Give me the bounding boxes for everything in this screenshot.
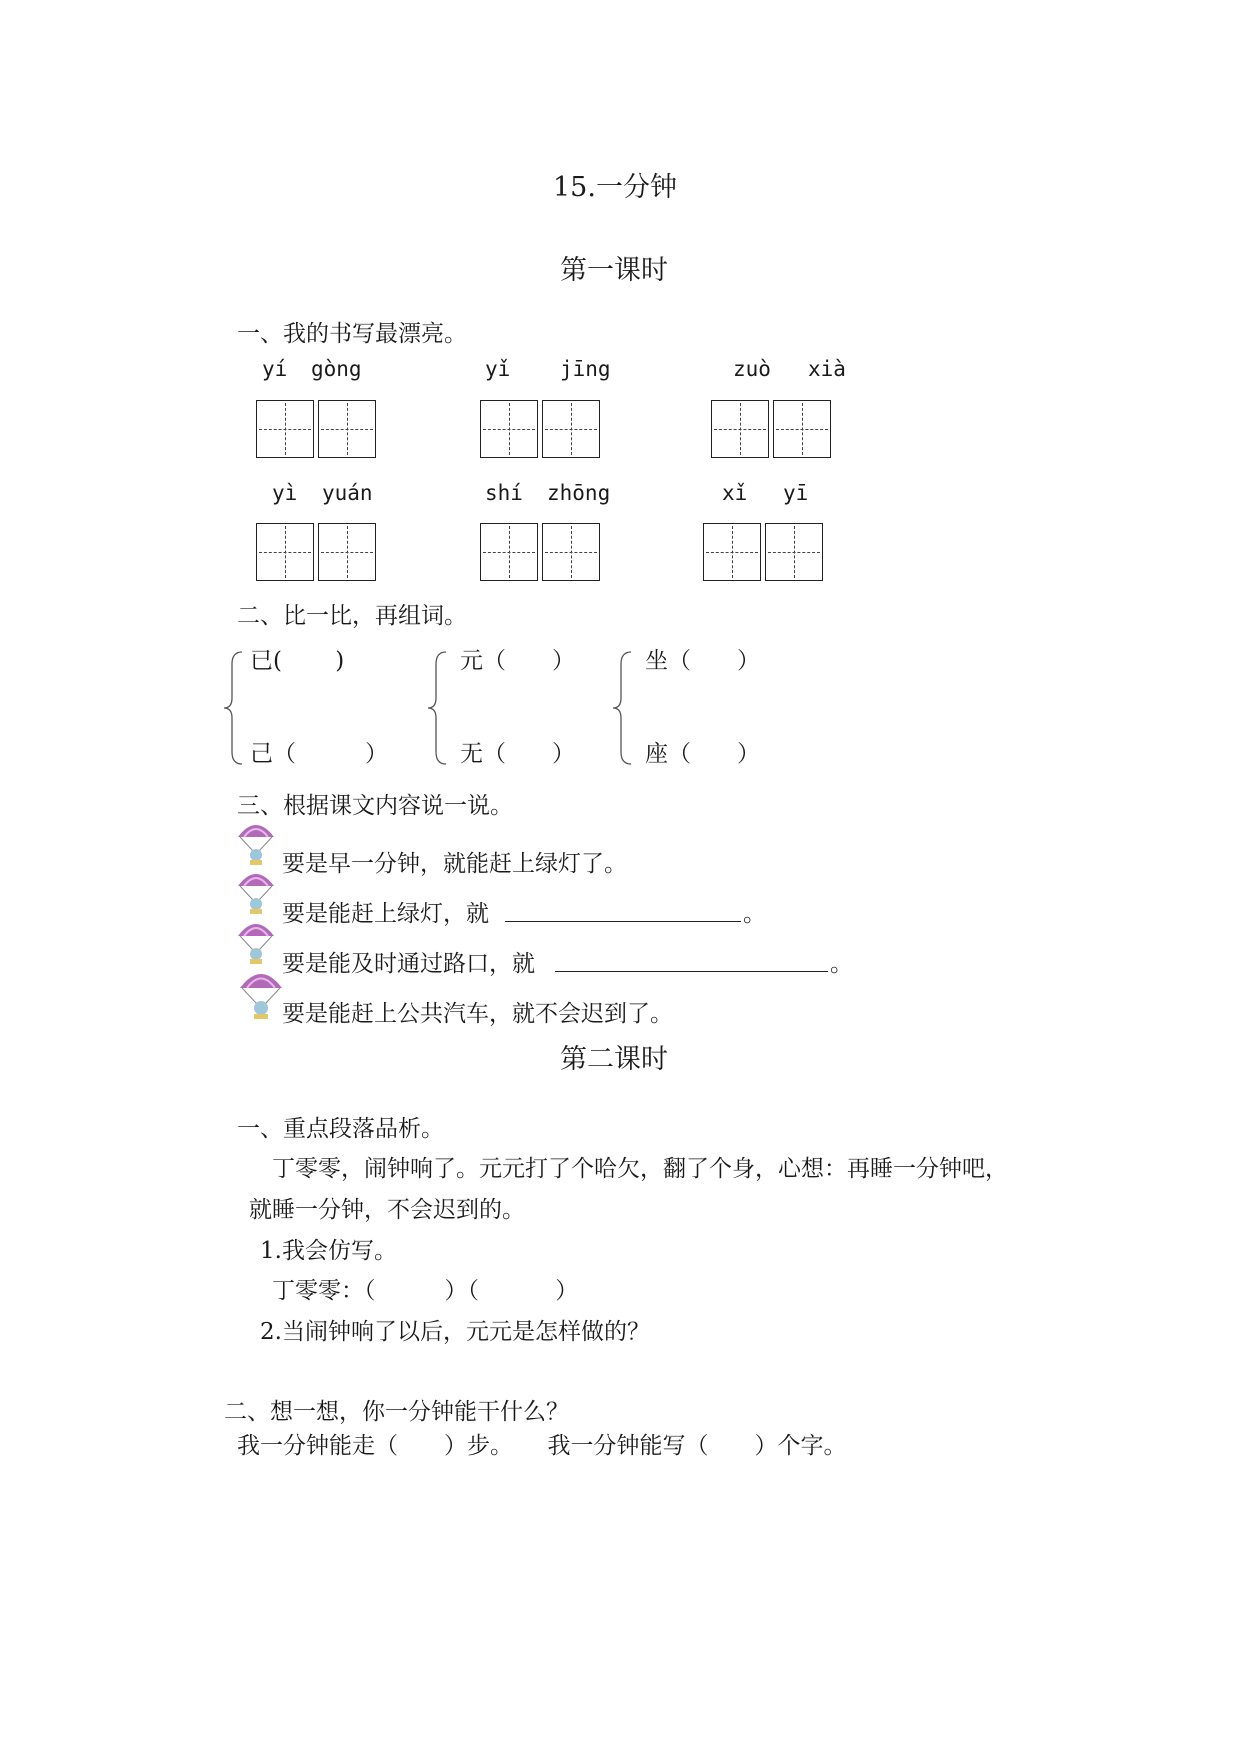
brace-icon bbox=[611, 650, 635, 766]
writing-grid-pair[interactable] bbox=[256, 523, 376, 581]
retell-line: 要是早一分钟，就能赶上绿灯了。 bbox=[282, 851, 627, 877]
section-retell-heading: 三、根据课文内容说一说。 bbox=[237, 793, 513, 819]
pinyin: gòng bbox=[311, 357, 362, 381]
writing-grid-pair[interactable] bbox=[703, 523, 823, 581]
compare-word-bottom[interactable]: 座（ ） bbox=[645, 741, 760, 767]
answer-blank[interactable] bbox=[555, 971, 828, 972]
retell-line: 要是能及时通过路口，就 bbox=[282, 951, 535, 977]
paragraph-line: 就睡一分钟，不会迟到的。 bbox=[249, 1197, 525, 1223]
section-writing-heading: 一、我的书写最漂亮。 bbox=[237, 321, 467, 347]
pinyin: yì bbox=[272, 481, 298, 505]
question-what-did: 2.当闹钟响了以后，元元是怎样做的？ bbox=[260, 1319, 650, 1345]
writing-grid-pair[interactable] bbox=[711, 400, 831, 458]
tian-grid-cell[interactable] bbox=[256, 523, 314, 581]
brace-icon bbox=[222, 650, 246, 766]
compare-word-bottom[interactable]: 己（ ） bbox=[250, 741, 388, 767]
tian-grid-cell[interactable] bbox=[703, 523, 761, 581]
period-one-title: 第一课时 bbox=[560, 255, 668, 286]
pinyin: shí bbox=[485, 481, 523, 505]
retell-line: 要是能赶上公共汽车，就不会迟到了。 bbox=[282, 1001, 673, 1027]
parachute-icon bbox=[236, 866, 276, 916]
imitate-blanks[interactable]: 丁零零：（ ）（ ） bbox=[272, 1278, 579, 1304]
parachute-icon bbox=[238, 964, 284, 1020]
compare-word-top[interactable]: 坐（ ） bbox=[645, 648, 760, 674]
pinyin: zhōng bbox=[547, 481, 611, 505]
retell-line: 要是能赶上绿灯，就 bbox=[282, 901, 489, 927]
compare-word-top[interactable]: 已( ) bbox=[250, 648, 345, 674]
writing-grid-pair[interactable] bbox=[480, 523, 600, 581]
tian-grid-cell[interactable] bbox=[318, 523, 376, 581]
parachute-icon bbox=[236, 817, 276, 867]
period-two-title: 第二课时 bbox=[560, 1044, 668, 1075]
section-compare-heading: 二、比一比，再组词。 bbox=[237, 603, 467, 629]
answer-blank[interactable] bbox=[505, 921, 741, 922]
tian-grid-cell[interactable] bbox=[318, 400, 376, 458]
pinyin: yí bbox=[262, 357, 288, 381]
think-line[interactable]: 我一分钟能走（ ）步。 我一分钟能写（ ）个字。 bbox=[237, 1433, 847, 1459]
tian-grid-cell[interactable] bbox=[765, 523, 823, 581]
writing-grid-pair[interactable] bbox=[256, 400, 376, 458]
tian-grid-cell[interactable] bbox=[480, 523, 538, 581]
paragraph-line: 丁零零，闹钟响了。元元打了个哈欠，翻了个身，心想：再睡一分钟吧， bbox=[272, 1156, 1008, 1182]
brace-icon bbox=[426, 650, 450, 766]
section-think-heading: 二、想一想，你一分钟能干什么？ bbox=[224, 1399, 569, 1425]
pinyin: xià bbox=[808, 357, 846, 381]
pinyin: xǐ bbox=[722, 481, 748, 505]
tian-grid-cell[interactable] bbox=[711, 400, 769, 458]
retell-line-end: 。 bbox=[830, 951, 853, 977]
question-imitate: 1.我会仿写。 bbox=[260, 1238, 397, 1264]
parachute-icon bbox=[236, 916, 276, 966]
tian-grid-cell[interactable] bbox=[480, 400, 538, 458]
compare-word-top[interactable]: 元（ ） bbox=[460, 648, 575, 674]
pinyin: jīng bbox=[560, 357, 611, 381]
section-analysis-heading: 一、重点段落品析。 bbox=[237, 1116, 444, 1142]
pinyin: zuò bbox=[733, 357, 771, 381]
tian-grid-cell[interactable] bbox=[542, 400, 600, 458]
compare-word-bottom[interactable]: 无（ ） bbox=[460, 741, 575, 767]
retell-line-end: 。 bbox=[743, 901, 766, 927]
pinyin: yǐ bbox=[485, 357, 511, 381]
writing-grid-pair[interactable] bbox=[480, 400, 600, 458]
tian-grid-cell[interactable] bbox=[773, 400, 831, 458]
tian-grid-cell[interactable] bbox=[542, 523, 600, 581]
pinyin: yī bbox=[783, 481, 809, 505]
pinyin: yuán bbox=[322, 481, 373, 505]
tian-grid-cell[interactable] bbox=[256, 400, 314, 458]
lesson-title: 15.一分钟 bbox=[553, 172, 677, 203]
